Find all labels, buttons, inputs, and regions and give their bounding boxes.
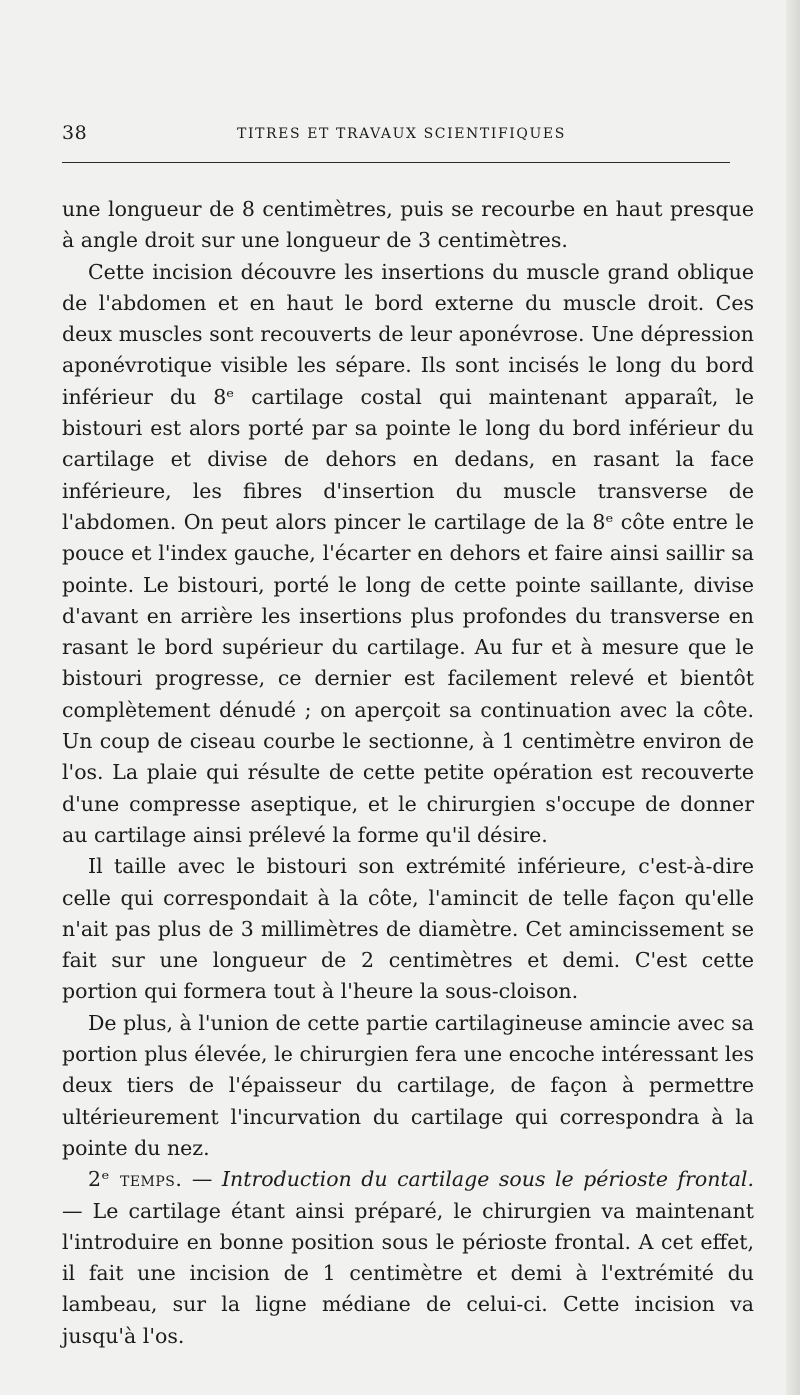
page-number: 38 — [62, 122, 88, 144]
page-header — [62, 122, 732, 152]
header-rule — [62, 162, 730, 163]
dash: — — [182, 1167, 222, 1192]
dash: — — [62, 1198, 93, 1223]
paragraph-5 — [62, 1164, 754, 1352]
section-title: Introduction du cartilage sous le périoste frontal. — [221, 1167, 754, 1192]
paragraph-5-text: Le cartilage étant ainsi préparé, le chirurgien va maintenant l'introduire en bonne position sous le périoste frontal. A cet effet, il fait une incision de 1 centimètre et demi à l'extrémité du lambeau, sur la ligne médiane de celui-ci. Cette incision va jusqu'à l'os. — [62, 1198, 754, 1348]
body-text — [62, 194, 754, 1352]
paragraph-2: Cette incision découvre les insertions du muscle grand oblique de l'abdomen et en haut le bord externe du muscle droit. Ces deux muscles sont recouverts de leur aponévrose. Une dépression aponévrotique visible les sépare. Ils sont incisés le long du bord inférieur du 8ᵉ cartilage costal qui maintenant apparaît, le bistouri est alors porté par sa pointe le long du bord inférieur du cartilage et divise de dehors en dedans, en rasant la face inférieure, les fibres d'insertion du muscle transverse de l'abdomen. On peut alors pincer le cartilage de la 8ᵉ côte entre le pouce et l'index gauche, l'écarter en dehors et faire ainsi saillir sa pointe. Le bistouri, porté le long de cette pointe saillante, divise d'avant en arrière les insertions plus profondes du transverse en rasant le bord supérieur du cartilage. Au fur et à mesure que le bistouri progresse, ce dernier est facilement relevé et bientôt complètement dénudé ; on aperçoit sa continuation avec la côte. Un coup de ciseau courbe le sectionne, à 1 centimètre environ de l'os. La plaie qui résulte de cette petite opération est recouverte d'une compresse aseptique, et le chirurgien s'occupe de donner au cartilage ainsi prélevé la forme qu'il désire. — [62, 259, 754, 847]
running-title: TITRES ET TRAVAUX SCIENTIFIQUES — [237, 126, 566, 142]
paragraph-4: De plus, à l'union de cette partie cartilagineuse amincie avec sa portion plus élevée, le chirurgien fera une encoche intéressant les deux tiers de l'épaisseur du cartilage, de façon à permettre ultérieurement l'incurvation du cartilage qui correspondra à la pointe du nez. — [62, 1010, 754, 1160]
paragraph-3: Il taille avec le bistouri son extrémité inférieure, c'est-à-dire celle qui correspondait à la côte, l'amincit de telle façon qu'elle n'ait pas plus de 3 millimètres de diamètre. Cet amincissement se fait sur une longueur de 2 centimètres et demi. C'est cette portion qui formera tout à l'heure la sous-cloison. — [62, 854, 754, 1004]
step-label: 2ᵉ temps. — [88, 1167, 183, 1192]
paragraph-1: une longueur de 8 centimètres, puis se recourbe en haut presque à angle droit sur une longueur de 3 centimètres. — [62, 197, 754, 253]
page-edge — [786, 0, 800, 1395]
